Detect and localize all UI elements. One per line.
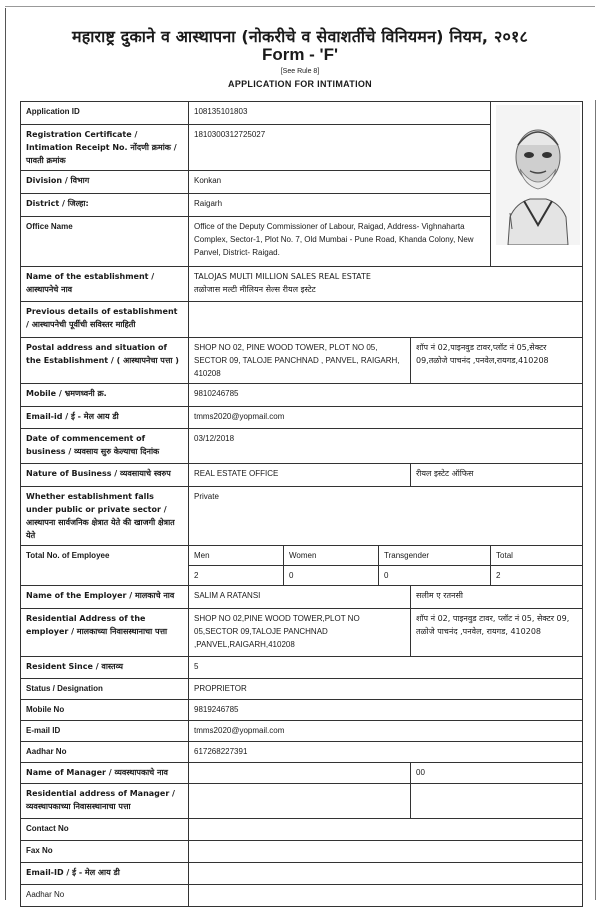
nature-of-business-en: REAL ESTATE OFFICE <box>189 464 411 487</box>
row-postal-address <box>21 338 583 384</box>
manager-address-en <box>189 784 411 819</box>
label: Nature of Business / व्यवसायाचे स्वरुप <box>21 464 189 487</box>
form-header <box>0 28 600 89</box>
label: Status / Designation <box>21 679 189 700</box>
employees-transgender-value: 0 <box>379 566 491 586</box>
label: Residential address of Manager / व्यवस्थापकाच्या निवासस्थानाचा पत्ता <box>21 784 189 819</box>
label: Date of commencement of business / व्यवसाय सुरु केल्याचा दिनांक <box>21 429 189 464</box>
status-value: PROPRIETOR <box>189 679 583 700</box>
row-status <box>21 679 583 700</box>
employer-name-en: SALIM A RATANSI <box>189 586 411 609</box>
row-establishment-name <box>21 267 583 302</box>
application-id-value: 108135101803 <box>189 102 491 125</box>
registration-value: 1810300312725027 <box>189 125 491 171</box>
employer-mobile-value: 9819246785 <box>189 700 583 721</box>
label: Postal address and situation of the Establishment / ( आस्थापनेचा पत्ता ) <box>21 338 189 384</box>
label: Whether establishment falls under public or private sector / आस्थापना सार्वजनिक क्षेत्रात येते की खाजगी क्षेत्रात येते <box>21 487 189 546</box>
page-left-edge <box>5 8 6 900</box>
resident-since-value: 5 <box>189 657 583 679</box>
manager-name-mr: 00 <box>411 763 583 784</box>
label: Mobile / भ्रमणध्वनी क्र. <box>21 384 189 407</box>
page-right-edge <box>595 100 596 900</box>
row-manager-address <box>21 784 583 819</box>
employer-address-en: SHOP NO 02,PINE WOOD TOWER,PLOT NO 05,SECTOR 09,TALOJE PANCHNAD ,PANVEL,RAIGARH,410208 <box>189 609 411 657</box>
label: District / जिल्हा: <box>21 194 189 217</box>
manager-aadhar-value <box>189 885 583 907</box>
row-resident-since <box>21 657 583 679</box>
label: Division / विभाग <box>21 171 189 194</box>
contact-no-value <box>189 819 583 841</box>
label: Aadhar No <box>21 742 189 763</box>
label: Registration Certificate / Intimation Receipt No. नोंदणी क्रमांक / पावती क्रमांक <box>21 125 189 171</box>
row-email <box>21 407 583 429</box>
office-name-value: Office of the Deputy Commissioner of Labour, Raigad, Address- Vighnaharta Complex, Sector-1, Plot No. 7, Old Mumbai - Pune Road, Khanda Colony, New Panvel, District- Raigad. <box>189 217 491 267</box>
label: Mobile No <box>21 700 189 721</box>
row-mobile <box>21 384 583 407</box>
employer-email-value: tmms2020@yopmail.com <box>189 721 583 742</box>
employees-total-value: 2 <box>491 566 583 586</box>
label: Total No. of Employee <box>21 546 189 586</box>
row-contact-no <box>21 819 583 841</box>
label: E-mail ID <box>21 721 189 742</box>
establishment-name-en: TALOJAS MULTI MILLION SALES REAL ESTATE <box>194 272 371 281</box>
row-employer-name <box>21 586 583 609</box>
form-table <box>20 101 583 907</box>
form-label: Form - 'F' <box>261 45 339 64</box>
establishment-name-mr: तळोजास मल्टी मीलियन सेल्स रीयल इस्टेट <box>194 285 316 294</box>
postal-address-mr: शॉप नं 02,पाइनवुड टावर,प्लॉट नं 05,सेक्टर 09,तळोजे पाचनंद ,पनवेल,रायगड,410208 <box>411 338 583 384</box>
row-employer-mobile <box>21 700 583 721</box>
aadhar-value: 617268227391 <box>189 742 583 763</box>
row-previous-details <box>21 302 583 338</box>
row-employer-address <box>21 609 583 657</box>
row-manager-name <box>21 763 583 784</box>
label: Name of the establishment / आस्थापनेचे नाव <box>21 267 189 302</box>
employer-name-mr: सलीम ए रतनसी <box>411 586 583 609</box>
rule-reference: [See Rule 8] <box>280 68 320 75</box>
label: Residential Address of the employer / मालकाच्या निवासस्थानाचा पत्ता <box>21 609 189 657</box>
fax-no-value <box>189 841 583 863</box>
employees-women-value: 0 <box>284 566 379 586</box>
employer-address-mr: शॉप नं 02, पाइनवुड टावर, प्लॉट नं 05, सेक्टर 09, तळोजे पाचनंद ,पनवेल, रायगड, 410208 <box>411 609 583 657</box>
row-manager-aadhar <box>21 885 583 907</box>
label: Contact No <box>21 819 189 841</box>
division-value: Konkan <box>189 171 491 194</box>
employees-women-header: Women <box>284 546 379 566</box>
nature-of-business-mr: रीयल इस्टेट ऑफिस <box>411 464 583 487</box>
row-nature-of-business <box>21 464 583 487</box>
manager-name-en <box>189 763 411 784</box>
employees-men-header: Men <box>189 546 284 566</box>
postal-address-en: SHOP NO 02, PINE WOOD TOWER, PLOT NO 05, SECTOR 09, TALOJE PANCHNAD , PANVEL, RAIGARH, 410208 <box>189 338 411 384</box>
row-manager-email <box>21 863 583 885</box>
label: Office Name <box>21 217 189 267</box>
email-value: tmms2020@yopmail.com <box>189 407 583 429</box>
row-employer-email <box>21 721 583 742</box>
row-employees-header <box>21 546 583 566</box>
row-fax-no <box>21 841 583 863</box>
manager-address-mr <box>411 784 583 819</box>
mobile-value: 9810246785 <box>189 384 583 407</box>
employees-men-value: 2 <box>189 566 284 586</box>
label: Name of Manager / व्यवस्थापकाचे नाव <box>21 763 189 784</box>
label: Email-ID / ई - मेल आय डी <box>21 863 189 885</box>
row-application-id <box>21 102 583 125</box>
row-commencement-date <box>21 429 583 464</box>
district-value: Raigarh <box>189 194 491 217</box>
previous-details-value <box>189 302 583 338</box>
label: Email-id / ई - मेल आय डी <box>21 407 189 429</box>
commencement-date-value: 03/12/2018 <box>189 429 583 464</box>
sector-value: Private <box>189 487 583 546</box>
employees-transgender-header: Transgender <box>379 546 491 566</box>
page-top-edge <box>5 6 595 7</box>
intimation-form <box>20 101 582 907</box>
label: Previous details of establishment / आस्थापनेची पूर्वीची सविस्तर माहिती <box>21 302 189 338</box>
label: Name of the Employer / मालकाचे नाव <box>21 586 189 609</box>
label: Application ID <box>21 102 189 125</box>
applicant-photo <box>496 105 580 245</box>
label: Fax No <box>21 841 189 863</box>
label: Resident Since / वास्तव्य <box>21 657 189 679</box>
employees-total-header: Total <box>491 546 583 566</box>
row-sector <box>21 487 583 546</box>
row-aadhar <box>21 742 583 763</box>
person-photo-icon <box>496 105 580 245</box>
act-title-marathi: महाराष्ट्र दुकाने व आस्थापना (नोकरीचे व सेवाशर्तीचे विनियमन) नियम, २०१८ <box>71 27 529 46</box>
establishment-name-value <box>189 267 583 302</box>
manager-email-value <box>189 863 583 885</box>
application-title: APPLICATION FOR INTIMATION <box>228 79 372 89</box>
label: Aadhar No <box>21 885 189 907</box>
photo-cell <box>491 102 583 267</box>
